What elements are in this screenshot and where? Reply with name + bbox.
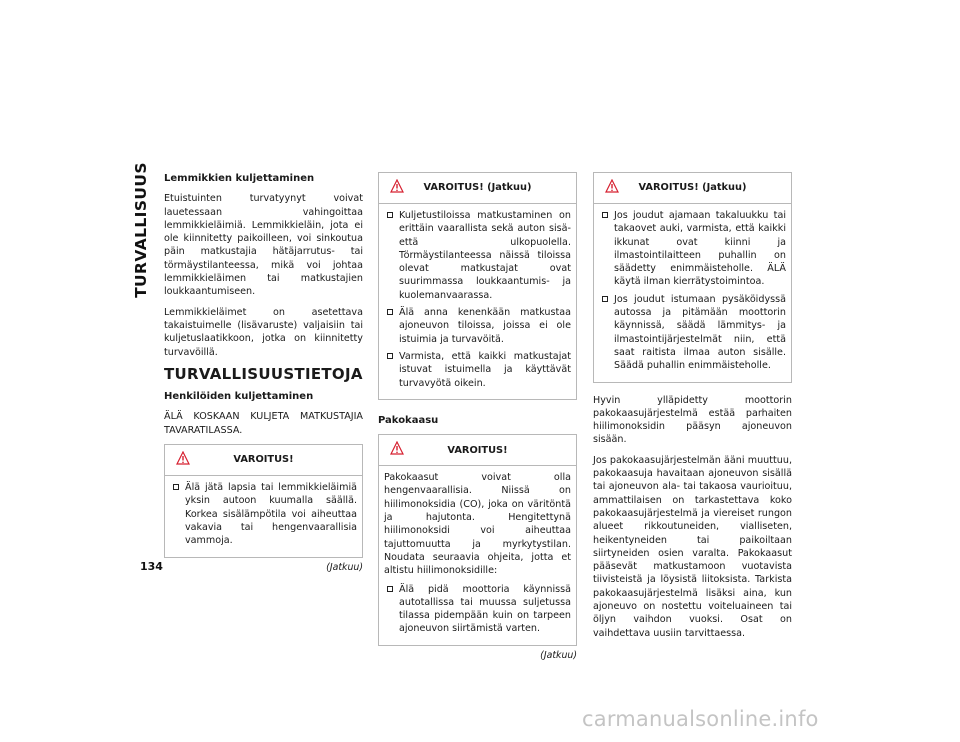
warning-item-text: Kuljetustiloissa matkustaminen on erittäin vaarallista sekä auton sisä- että ulkopuolella. Törmäystilanteessa näissä tiloissa olevat matkustajat ovat suurimmassa loukkaantumis- ja kuolemanvaarassa. — [399, 210, 571, 301]
checkbox-bullet-icon — [387, 212, 393, 218]
watermark: carmanualsonline.info — [582, 707, 819, 731]
paragraph: Jos pakokaasujärjestelmän ääni muuttuu, pakokaasuja havaitaan ajoneuvon sisällä tai ajoneuvon ala- tai takaosa vaurioituu, ammattilaisen on tarkastettava koko pakokaasujärjestelmä ja viereiset rungon alueet rikkoutuneiden, vialliseten, heikentyneiden tai paikoiltaan siirtyneiden osien varalta. Pakokaasut pääsevät matkustamoon vuotavista tiivisteistä ja löysistä liitoksista. Tarkista pakokaasujärjestelmä lisäksi aina, kun ajoneuvo on nostettu voiteluaineen tai öljyn vaihdon vuoksi. Osat on vaihdettava uusiin tarvittaessa. — [593, 454, 792, 639]
warning-item — [384, 350, 571, 390]
warning-box — [593, 172, 792, 383]
warning-item — [384, 306, 571, 346]
section-title: TURVALLISUUSTIETOJA — [164, 364, 363, 383]
warning-triangle-icon — [390, 441, 404, 455]
warning-triangle-icon — [390, 179, 404, 193]
paragraph: ÄLÄ KOSKAAN KULJETA MATKUSTAJIA TAVARATILASSA. — [164, 411, 363, 436]
warning-item-text: Älä pidä moottoria käynnissä autotallissa tai muussa suljetussa tilassa pidempään kuin on tarpeen ajoneuvon siirtämistä varten. — [399, 583, 571, 635]
warning-paragraph: Pakokaasut voivat olla hengenvaarallisia. Niissä on hiilimonoksidia (CO), joka on väritöntä ja hajutonta. Hengitettynä hiilimonoksidi voi aiheuttaa tajuttomuutta ja myrkytystilan. Noudata seuraavia ohjeita, jotta et altistu hiilimonoksidille: — [384, 472, 571, 577]
paragraph: Etuistuinten turvatyynyt voivat lauetessaan vahingoittaa lemmikkieläimiä. Lemmikkieläin, jota ei ole kiinnitetty paikoilleen, voi sinkoutua päin matkustajia hätäjarrutus- tai törmäystilanteessa, mikä voi johtaa lemmikkieläimen tai matkustajien loukkaantumiseen. — [164, 193, 363, 298]
warning-item — [170, 481, 357, 547]
warning-title: VAROITUS! (Jatkuu) — [423, 182, 532, 194]
warning-title: VAROITUS! — [233, 454, 294, 466]
warning-item — [599, 293, 786, 373]
warning-header — [594, 173, 791, 204]
checkbox-bullet-icon — [387, 353, 393, 359]
column-3 — [593, 172, 792, 647]
heading-exhaust: Pakokaasu — [378, 414, 439, 426]
warning-item — [384, 583, 571, 636]
section-side-tab — [130, 160, 152, 300]
side-tab-label: TURVALLISUUS — [132, 162, 151, 298]
checkbox-bullet-icon — [387, 586, 393, 592]
warning-body — [594, 204, 791, 382]
checkbox-bullet-icon — [602, 212, 608, 218]
warning-box — [164, 444, 363, 557]
warning-body — [379, 204, 576, 399]
checkbox-bullet-icon — [173, 484, 179, 490]
warning-body — [165, 476, 362, 556]
paragraph: Lemmikkieläimet on asetettava takaistuimelle (lisävaruste) valjaisiin tai kuljetuslaatikkoon, jotka on kiinnitetty turvavöillä. — [164, 306, 363, 358]
page-number: 134 — [140, 560, 163, 573]
warning-body — [379, 466, 576, 645]
warning-box — [378, 172, 577, 400]
heading-passengers: Henkilöiden kuljettaminen — [164, 391, 314, 403]
warning-item-text: Älä jätä lapsia tai lemmikkieläimiä yksin autoon kuumalla säällä. Korkea sisälämpötila voi aiheuttaa vakavia tai hengenvaarallisia vammoja. — [185, 482, 357, 547]
warning-box — [378, 434, 577, 646]
continued-label: (Jatkuu) — [326, 561, 363, 573]
warning-title: VAROITUS! — [447, 444, 508, 456]
heading-pets: Lemmikkien kuljettaminen — [164, 173, 315, 184]
continued-label: (Jatkuu) — [540, 649, 577, 661]
warning-item — [599, 209, 786, 289]
warning-item-text: Varmista, että kaikki matkustajat istuvat istuimella ja käyttävät turvavyötä oikein. — [399, 350, 571, 389]
warning-item-text: Jos joudut istumaan pysäköidyssä autossa ja pitämään moottorin käynnissä, säädä lämmitys- ja ilmastointijärjestelmät niin, että saat raitista ilmaa auton sisälle. Säädä puhallin enimmäisteholle. — [614, 293, 786, 372]
warning-header — [379, 173, 576, 204]
warning-triangle-icon — [176, 451, 190, 465]
warning-item-text: Jos joudut ajamaan takaluukku tai takaovet auki, varmista, että kaikki ikkunat ovat kiinni ja ilmastointilaitteen puhallin on säädetty enimmäisteholle. ÄLÄ käytä ilman kierrätystoimintoa. — [614, 210, 786, 288]
column-2 — [378, 172, 577, 662]
checkbox-bullet-icon — [602, 296, 608, 302]
warning-title: VAROITUS! (Jatkuu) — [638, 182, 747, 194]
warning-item-text: Älä anna kenenkään matkustaa ajoneuvon tiloissa, joissa ei ole istuimia ja turvavöitä. — [399, 307, 571, 345]
warning-triangle-icon — [605, 179, 619, 193]
warning-item — [384, 209, 571, 302]
checkbox-bullet-icon — [387, 309, 393, 315]
warning-header — [165, 445, 362, 476]
paragraph: Hyvin ylläpidetty moottorin pakokaasujärjestelmä estää parhaiten hiilimonoksidin pääsyn ajoneuvon sisään. — [593, 394, 792, 446]
column-1 — [164, 172, 363, 574]
warning-header — [379, 435, 576, 466]
